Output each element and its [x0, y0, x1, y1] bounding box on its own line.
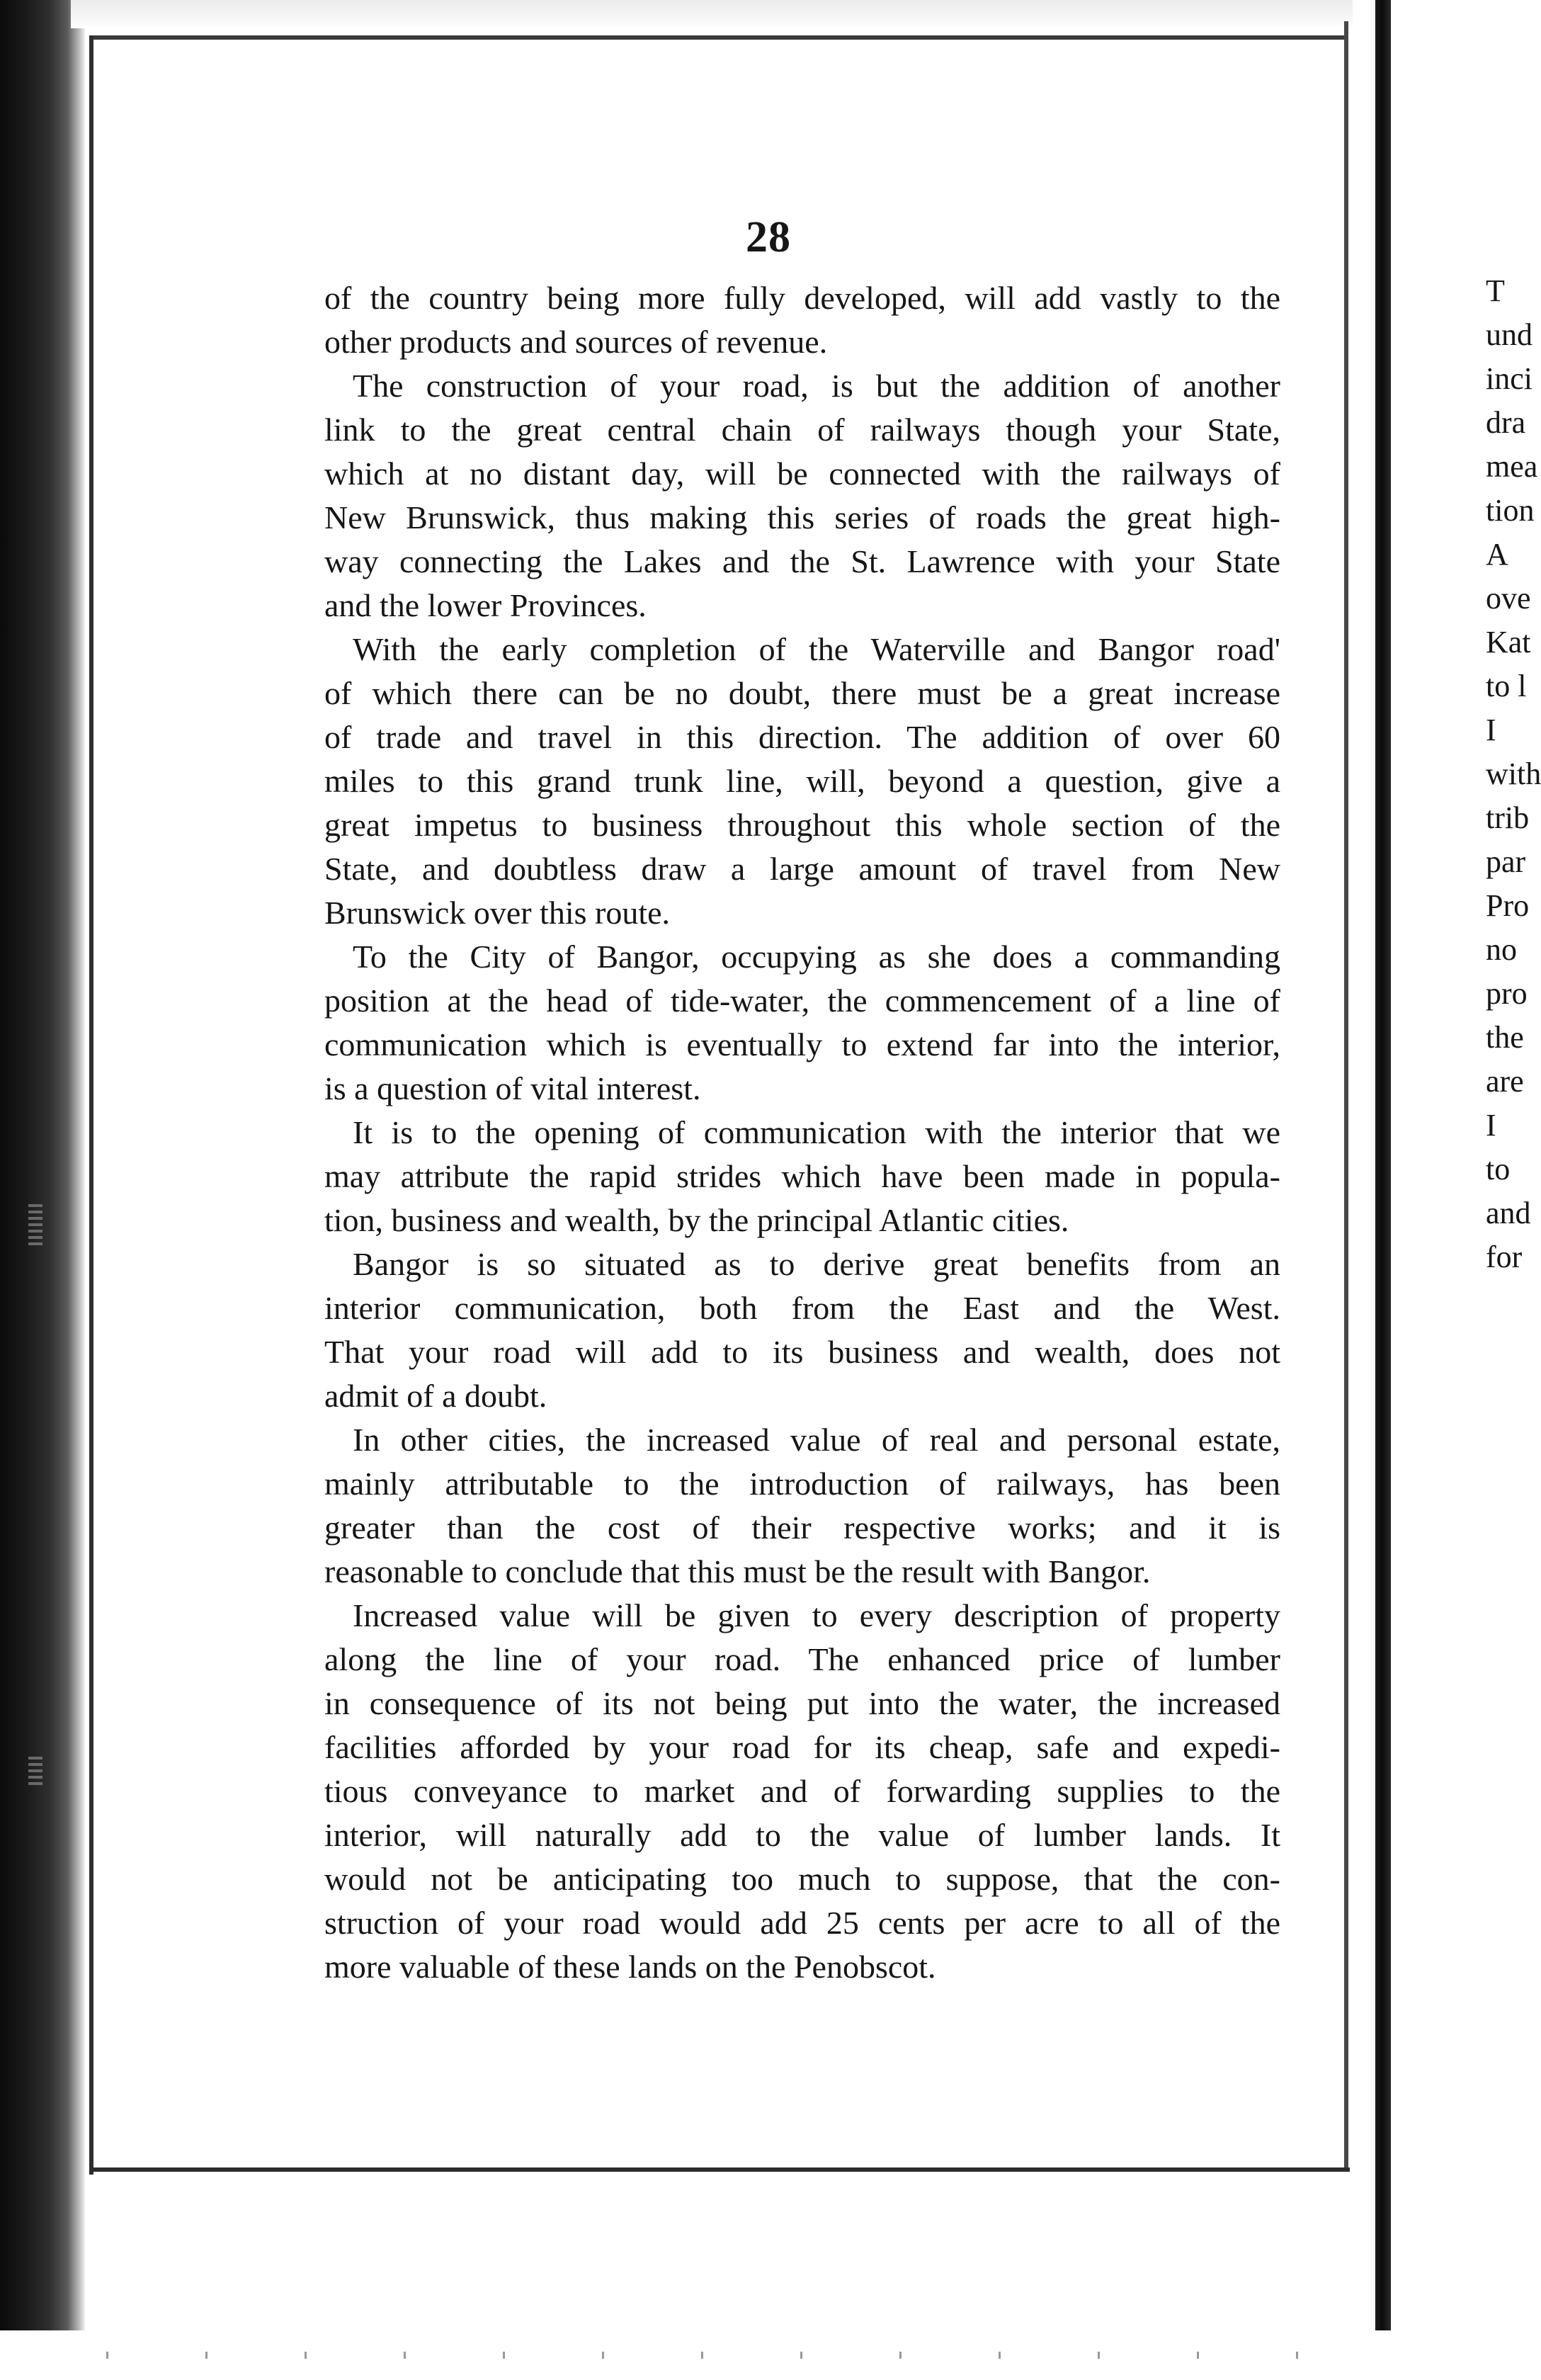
text-line: communication which is eventually to extend far into the interior, — [324, 1026, 1280, 1062]
fragment-line: tion — [1486, 493, 1535, 528]
binding-stitch-marks — [28, 1757, 42, 1785]
text-line: mainly attributable to the introduction of railways, has been — [324, 1466, 1280, 1502]
text-line: miles to this grand trunk line, will, beyond a question, give a — [324, 763, 1280, 799]
fragment-line: pro — [1486, 976, 1528, 1011]
text-line: and the lower Provinces. — [324, 587, 647, 623]
fragment-line: ove — [1486, 581, 1531, 616]
text-line: Bangor is so situated as to derive great benefits from an — [353, 1246, 1280, 1282]
text-line: It is to the opening of communication with the interior that we — [353, 1114, 1280, 1150]
fragment-line: with — [1486, 756, 1541, 791]
text-line: admit of a doubt. — [324, 1378, 547, 1414]
text-line: in consequence of its not being put into the water, the increased — [324, 1685, 1280, 1721]
text-line: In other cities, the increased value of real and personal estate, — [353, 1422, 1280, 1458]
page-border-top — [92, 35, 1346, 40]
text-line: which at no distant day, will be connected with the railways of — [324, 455, 1280, 492]
text-line: would not be anticipating too much to suppose, that the con- — [324, 1861, 1280, 1897]
fragment-line: dra — [1486, 405, 1526, 440]
fragment-line: Kat — [1486, 625, 1531, 659]
fragment-line: for — [1486, 1240, 1523, 1274]
text-line: other products and sources of revenue. — [324, 324, 828, 360]
fragment-line: A — [1486, 537, 1508, 572]
text-line: way connecting the Lakes and the St. Lawrence with your State — [324, 543, 1280, 579]
text-line: State, and doubtless draw a large amount of travel from New — [324, 851, 1280, 887]
text-line: tious conveyance to market and of forwarding supplies to the — [324, 1773, 1280, 1809]
fragment-line: mea — [1486, 449, 1538, 484]
text-line: reasonable to conclude that this must be the result with Bangor. — [324, 1553, 1151, 1590]
facing-page-edge — [1375, 0, 1391, 2380]
fragment-line: T — [1486, 273, 1505, 308]
text-line: facilities afforded by your road for its cheap, safe and expedi- — [324, 1729, 1280, 1765]
text-line: The construction of your road, is but the addition of another — [353, 368, 1280, 404]
text-line: greater than the cost of their respective works; and it is — [324, 1509, 1280, 1546]
page-top-edge — [71, 0, 1381, 28]
fragment-line: und — [1486, 317, 1533, 352]
text-line: along the line of your road. The enhanced price of lumber — [324, 1641, 1280, 1677]
page-border-bottom — [89, 2168, 1350, 2172]
body-text — [324, 276, 1280, 1989]
fragment-line: trib — [1486, 800, 1530, 835]
text-line: struction of your road would add 25 cents per acre to all of the — [324, 1905, 1280, 1941]
fragment-line: inci — [1486, 361, 1533, 396]
fragment-line: Pro — [1486, 888, 1530, 923]
fragment-line: I — [1486, 713, 1496, 747]
text-line: New Brunswick, thus making this series of roads the great high- — [324, 499, 1280, 536]
text-line: interior, will naturally add to the value of lumber lands. It — [324, 1817, 1280, 1853]
book-binding-shadow — [0, 0, 85, 2380]
fragment-line: are — [1486, 1064, 1524, 1099]
text-line: of which there can be no doubt, there must be a great increase — [324, 675, 1280, 711]
text-line: more valuable of these lands on the Penobscot. — [324, 1949, 936, 1985]
text-line: Brunswick over this route. — [324, 895, 671, 931]
fragment-line: par — [1486, 844, 1526, 879]
binding-stitch-marks — [28, 1204, 42, 1247]
text-line: To the City of Bangor, occupying as she does a commanding — [353, 939, 1280, 975]
text-line: of the country being more fully developed, will add vastly to the — [324, 280, 1280, 316]
text-line: is a question of vital interest. — [324, 1070, 701, 1106]
page-border-left — [89, 35, 93, 2175]
text-line: position at the head of tide-water, the commencement of a line of — [324, 982, 1280, 1019]
fragment-line: and — [1486, 1196, 1531, 1230]
fragment-line: the — [1486, 1020, 1524, 1055]
text-line: may attribute the rapid strides which have been made in popula- — [324, 1158, 1280, 1194]
text-line: tion, business and wealth, by the principal Atlantic cities. — [324, 1202, 1069, 1238]
text-line: interior communication, both from the East and the West. — [324, 1290, 1280, 1326]
scan-specks — [106, 2352, 1381, 2359]
fragment-line: no — [1486, 932, 1517, 967]
text-line: great impetus to business throughout this whole section of the — [324, 807, 1280, 843]
fragment-line: to — [1486, 1152, 1511, 1186]
text-line: With the early completion of the Waterville and Bangor road' — [353, 631, 1280, 667]
text-line: Increased value will be given to every description of property — [353, 1597, 1280, 1633]
page-number: 28 — [746, 213, 791, 261]
facing-page-text-fragments — [1486, 269, 1541, 1279]
page-border-right — [1344, 21, 1348, 2168]
fragment-line: I — [1486, 1108, 1496, 1143]
text-line: That your road will add to its business and wealth, does not — [324, 1334, 1280, 1370]
fragment-line: to l — [1486, 669, 1527, 703]
text-line: link to the great central chain of railways though your State, — [324, 412, 1280, 448]
text-line: of trade and travel in this direction. The addition of over 60 — [324, 719, 1280, 755]
